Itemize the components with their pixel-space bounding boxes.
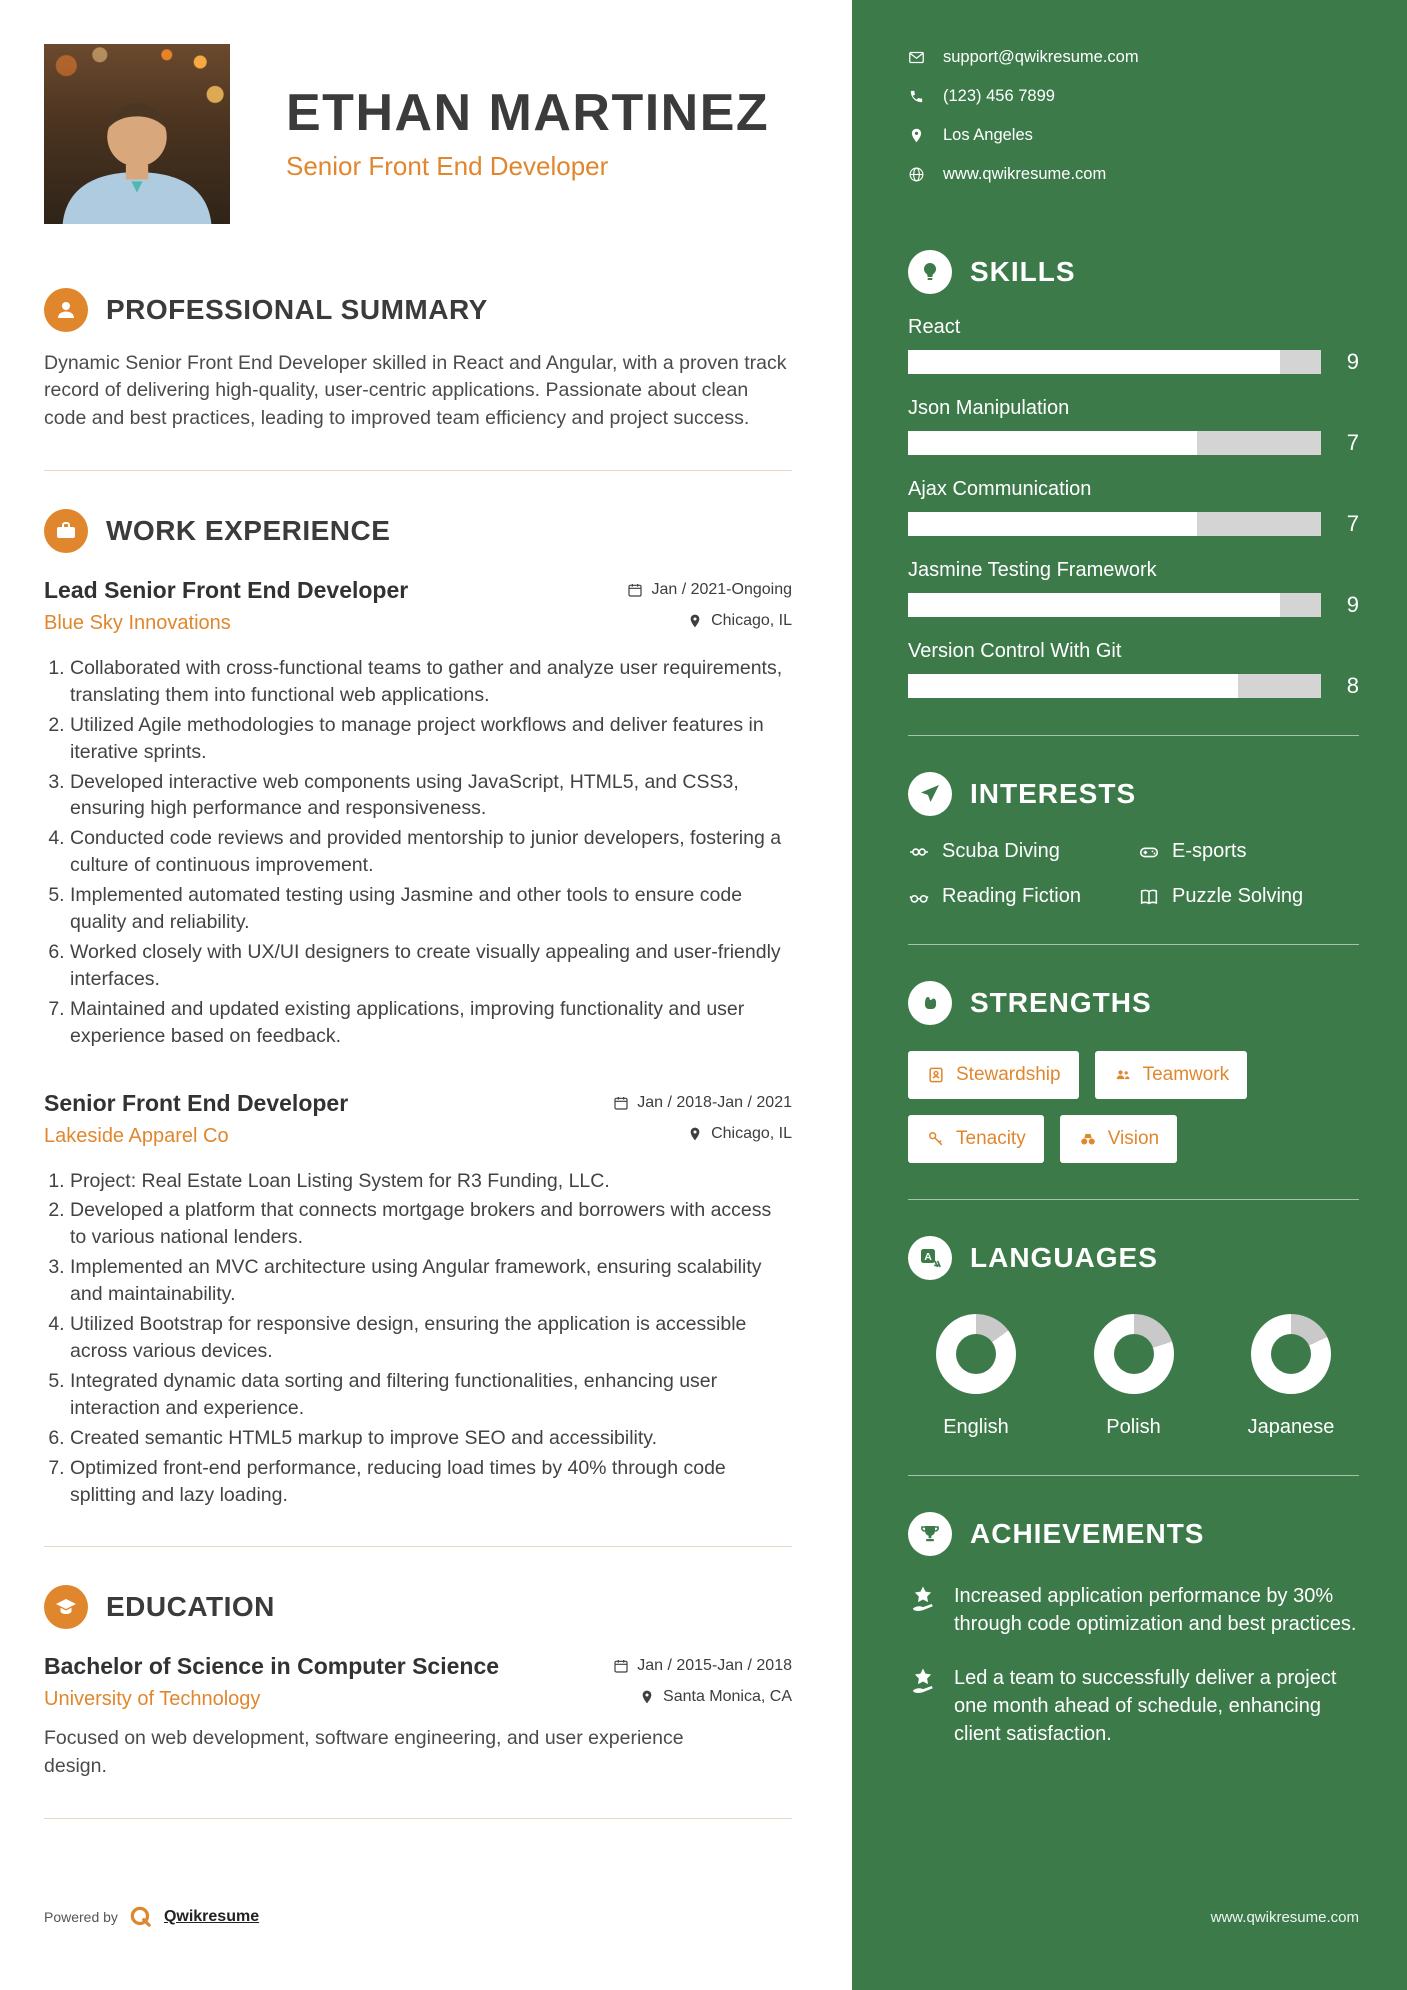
qwikresume-logo-icon — [128, 1904, 154, 1930]
gamepad-icon — [1138, 841, 1160, 863]
scuba-mask-icon — [908, 841, 930, 863]
book-icon — [1138, 886, 1160, 908]
job-entry — [44, 1090, 792, 1509]
contact-website: www.qwikresume.com — [943, 165, 1107, 183]
envelope-icon — [908, 49, 925, 66]
skill-item — [908, 559, 1359, 618]
achievements-section — [908, 1512, 1359, 1748]
svg-text:A: A — [924, 1251, 932, 1263]
skill-score: 9 — [1346, 349, 1359, 374]
divider — [44, 470, 792, 471]
skill-item — [908, 478, 1359, 537]
achievements-title: ACHIEVEMENTS — [970, 1518, 1205, 1549]
language-label: English — [943, 1416, 1009, 1438]
languages-row — [908, 1314, 1359, 1439]
education-location — [639, 1688, 792, 1706]
experience-bullet: 4. Conducted code reviews and provided mentorship to junior developers, fostering a culture of continuous improvement. — [70, 825, 792, 879]
job-subheader — [44, 1125, 792, 1148]
binoculars-icon — [1078, 1129, 1098, 1149]
lightbulb-icon — [908, 250, 952, 294]
interest-label: Reading Fiction — [942, 885, 1081, 907]
language-donut-chart — [1251, 1314, 1331, 1394]
contact-location: Los Angeles — [943, 126, 1033, 144]
summary-title: PROFESSIONAL SUMMARY — [106, 294, 488, 325]
divider — [908, 735, 1359, 736]
phone-icon — [908, 88, 925, 105]
job-header — [44, 1090, 792, 1117]
job-subheader — [44, 612, 792, 635]
interests-title: INTERESTS — [970, 778, 1137, 809]
skills-title: SKILLS — [970, 256, 1076, 287]
achievement-item — [908, 1582, 1359, 1638]
skills-heading-row — [908, 250, 1359, 294]
experience-bullet: 2. Utilized Agile methodologies to manage project workflows and deliver features in iterative sprints. — [70, 712, 792, 766]
skill-score: 8 — [1346, 673, 1359, 698]
fist-icon — [908, 981, 952, 1025]
skill-item — [908, 640, 1359, 699]
job-location — [687, 1125, 792, 1143]
divider — [44, 1818, 792, 1819]
strength-label: Vision — [1107, 1128, 1160, 1149]
skill-item — [908, 397, 1359, 456]
skill-bar — [908, 674, 1321, 698]
experience-bullet: 3. Developed interactive web components using JavaScript, HTML5, and CSS3, ensuring high performance and responsiveness. — [70, 769, 792, 823]
skill-score: 9 — [1346, 592, 1359, 617]
degree-title: Bachelor of Science in Computer Science — [44, 1653, 500, 1680]
strength-item — [1095, 1051, 1248, 1099]
job-title: Senior Front End Developer — [44, 1089, 349, 1116]
skill-bar — [908, 431, 1321, 455]
work-section — [44, 509, 792, 1509]
education-location-text: Santa Monica, CA — [663, 1688, 792, 1706]
languages-section — [908, 1236, 1359, 1439]
skill-label: Json Manipulation — [908, 397, 1070, 419]
paper-plane-icon — [908, 772, 952, 816]
experience-bullet: 2. Developed a platform that connects mortgage brokers and borrowers with access to various national lenders. — [70, 1197, 792, 1251]
job-dates-text: Jan / 2021-Ongoing — [651, 580, 792, 598]
achievements-heading-row — [908, 1512, 1359, 1556]
strength-label: Tenacity — [956, 1128, 1026, 1149]
contact-block — [908, 48, 1359, 184]
pin-icon — [687, 1126, 703, 1142]
language-donut-chart — [1094, 1314, 1174, 1394]
experience-bullet: 6. Created semantic HTML5 markup to improve SEO and accessibility. — [70, 1425, 792, 1452]
language-donut-chart — [936, 1314, 1016, 1394]
job-header — [44, 577, 792, 604]
interests-grid — [908, 840, 1359, 908]
experience-bullet: 5. Integrated dynamic data sorting and filtering functionalities, enhancing user interaction and experience. — [70, 1368, 792, 1422]
briefcase-icon — [44, 509, 88, 553]
sidebar-column — [852, 0, 1407, 1990]
skill-bar — [908, 593, 1321, 617]
pin-icon — [687, 613, 703, 629]
contact-phone: (123) 456 7899 — [943, 87, 1055, 105]
education-subheader — [44, 1688, 792, 1711]
powered-by-footer — [44, 1904, 259, 1930]
trophy-icon — [908, 1512, 952, 1556]
star-hand-icon — [908, 1584, 938, 1614]
candidate-title: Senior Front End Developer — [286, 150, 609, 181]
strength-label: Stewardship — [956, 1064, 1061, 1085]
divider — [44, 1546, 792, 1547]
globe-icon — [908, 166, 925, 183]
calendar-icon — [613, 1095, 629, 1111]
strength-item — [908, 1051, 1079, 1099]
glasses-icon — [908, 886, 930, 908]
interest-label: E-sports — [1172, 840, 1247, 862]
skill-score: 7 — [1346, 511, 1359, 536]
strengths-section — [908, 981, 1359, 1163]
sidebar-footer-url[interactable]: www.qwikresume.com — [1210, 1909, 1359, 1926]
job-entry — [44, 577, 792, 1050]
contact-location-row — [908, 126, 1359, 145]
work-heading-row — [44, 509, 792, 553]
translate-icon — [908, 1236, 952, 1280]
divider — [908, 1475, 1359, 1476]
skill-item — [908, 316, 1359, 375]
experience-bullet: 1. Project: Real Estate Loan Listing System for R3 Funding, LLC. — [70, 1168, 792, 1195]
interest-label: Scuba Diving — [942, 840, 1060, 862]
interest-item — [908, 840, 1138, 863]
language-item — [1074, 1314, 1194, 1439]
person-silhouette — [44, 94, 230, 224]
job-location-text: Chicago, IL — [711, 1124, 792, 1142]
education-heading-row — [44, 1585, 792, 1629]
calendar-icon — [613, 1658, 629, 1674]
experience-bullet: 7. Maintained and updated existing applications, improving functionality and user experience based on feedback. — [70, 996, 792, 1050]
skills-section — [908, 250, 1359, 699]
experience-bullet: 1. Collaborated with cross-functional teams to gather and analyze user requirements, translating them into functional web applications. — [70, 655, 792, 709]
company-name: Lakeside Apparel Co — [44, 1124, 229, 1147]
interest-label: Puzzle Solving — [1172, 885, 1304, 907]
summary-text: Dynamic Senior Front End Developer skilled in React and Angular, with a proven track record of delivering high-quality, user-centric applications. Passionate about clean code and best practices, leading to improved team efficiency and project success. — [44, 352, 787, 429]
graduation-cap-icon — [44, 1585, 88, 1629]
contact-email-row[interactable] — [908, 48, 1359, 67]
interests-heading-row — [908, 772, 1359, 816]
education-section — [44, 1585, 792, 1780]
skill-label: Jasmine Testing Framework — [908, 559, 1157, 581]
pin-icon — [908, 127, 925, 144]
job-location — [687, 612, 792, 630]
languages-heading-row — [908, 1236, 1359, 1280]
interest-item — [1138, 840, 1359, 863]
profile-photo — [44, 44, 230, 224]
school-name: University of Technology — [44, 1688, 261, 1711]
contact-email: support@qwikresume.com — [943, 48, 1139, 66]
skill-bar — [908, 512, 1321, 536]
candidate-name: ETHAN MARTINEZ — [286, 84, 770, 143]
strength-item — [908, 1115, 1044, 1163]
interest-item — [908, 885, 1138, 908]
summary-heading-row — [44, 288, 792, 332]
language-label: Japanese — [1247, 1416, 1335, 1438]
job-dates — [613, 1094, 792, 1112]
skill-label: React — [908, 316, 961, 338]
education-dates-text: Jan / 2015-Jan / 2018 — [637, 1657, 792, 1675]
strengths-heading-row — [908, 981, 1359, 1025]
badge-icon — [926, 1065, 946, 1085]
powered-by-label: Powered by — [44, 1909, 118, 1925]
strength-label: Teamwork — [1142, 1064, 1230, 1085]
experience-bullet: 6. Worked closely with UX/UI designers to create visually appealing and user-friendly interfaces. — [70, 939, 792, 993]
education-header — [44, 1653, 792, 1680]
summary-section — [44, 288, 792, 432]
team-icon — [1113, 1065, 1133, 1085]
contact-website-row[interactable] — [908, 165, 1359, 184]
experience-bullet: 3. Implemented an MVC architecture using Angular framework, ensuring scalability and maintainability. — [70, 1254, 792, 1308]
experience-bullet: 4. Utilized Bootstrap for responsive design, ensuring the application is accessible across various devices. — [70, 1311, 792, 1365]
strength-item — [1060, 1115, 1177, 1163]
divider — [908, 944, 1359, 945]
education-description: Focused on web development, software engineering, and user experience design. — [44, 1727, 684, 1777]
language-item — [1231, 1314, 1351, 1439]
job-location-text: Chicago, IL — [711, 611, 792, 629]
achievement-item — [908, 1664, 1359, 1748]
name-block — [286, 86, 769, 182]
pin-icon — [639, 1689, 655, 1705]
divider — [908, 1199, 1359, 1200]
person-icon — [44, 288, 88, 332]
skill-label: Ajax Communication — [908, 478, 1092, 500]
job-dates-text: Jan / 2018-Jan / 2021 — [637, 1093, 792, 1111]
calendar-icon — [627, 582, 643, 598]
achievement-text: Led a team to successfully deliver a project one month ahead of schedule, enhancing client satisfaction. — [954, 1667, 1337, 1745]
language-label: Polish — [1106, 1416, 1161, 1438]
experience-bullet-list — [44, 655, 792, 1050]
skill-label: Version Control With Git — [908, 640, 1122, 662]
interest-item — [1138, 885, 1359, 908]
job-dates — [627, 581, 792, 599]
contact-phone-row — [908, 87, 1359, 106]
strengths-title: STRENGTHS — [970, 987, 1152, 1018]
experience-bullet: 5. Implemented automated testing using Jasmine and other tools to ensure code quality and reliability. — [70, 882, 792, 936]
job-title: Lead Senior Front End Developer — [44, 576, 409, 603]
star-hand-icon — [908, 1666, 938, 1696]
language-item — [916, 1314, 1036, 1439]
identity-header — [44, 44, 792, 224]
qwikresume-brand-link[interactable]: Qwikresume — [163, 1908, 260, 1925]
skill-bar — [908, 350, 1321, 374]
languages-title: LANGUAGES — [970, 1242, 1158, 1273]
experience-bullet-list — [44, 1168, 792, 1509]
education-entry — [44, 1653, 792, 1780]
company-name: Blue Sky Innovations — [44, 611, 231, 634]
work-title: WORK EXPERIENCE — [106, 514, 391, 546]
experience-bullet: 7. Optimized front-end performance, reducing load times by 40% through code splitting and lazy loading. — [70, 1455, 792, 1509]
education-dates — [613, 1657, 792, 1675]
education-title: EDUCATION — [106, 1591, 275, 1623]
achievement-text: Increased application performance by 30% through code optimization and best practices. — [954, 1585, 1357, 1635]
interests-section — [908, 772, 1359, 908]
key-icon — [926, 1129, 946, 1149]
strengths-grid — [908, 1051, 1359, 1163]
skill-score: 7 — [1346, 430, 1359, 455]
